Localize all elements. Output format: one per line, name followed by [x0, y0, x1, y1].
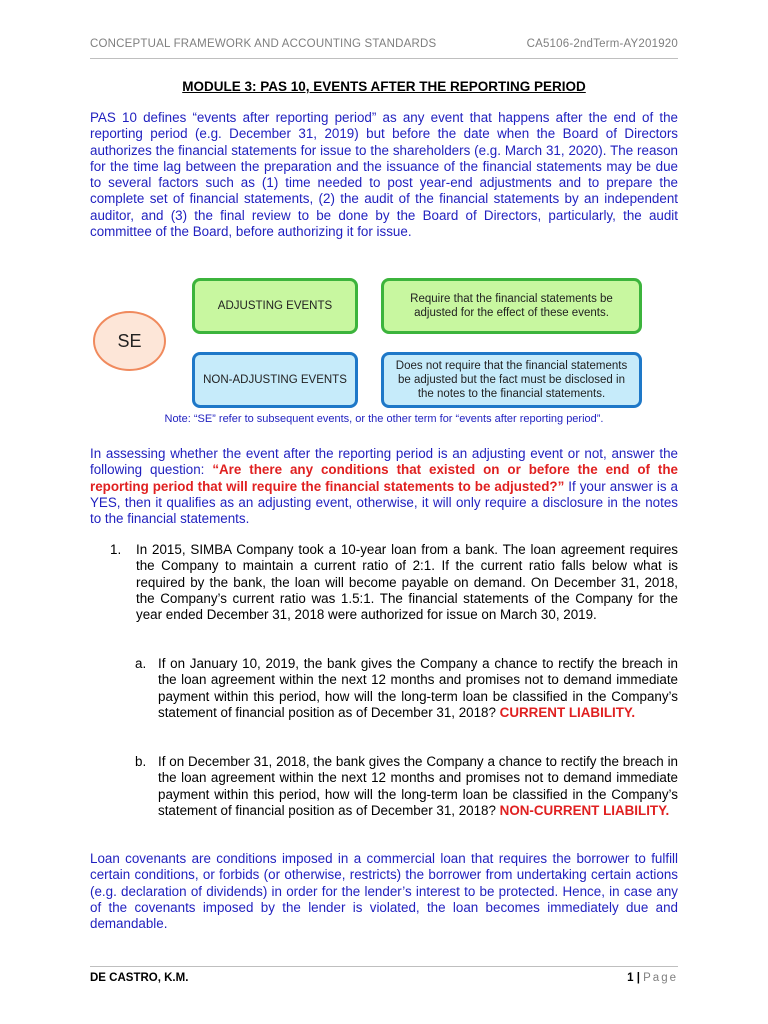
- page-number: 1: [627, 972, 634, 984]
- events-diagram: [90, 276, 680, 416]
- header-course-code: CA5106-2ndTerm-AY201920: [526, 38, 678, 50]
- list-item-text: In 2015, SIMBA Company took a 10-year loan from a bank. The loan agreement requires the Company to maintain a current ratio of 2:1. If the current ratio falls below what is required by the bank, the loan will become payable on demand. On December 31, 2018, the Company’s current ratio was 1.5:1. The financial statements of the Company for the year ended December 31, 2018 were authorized for issue on March 30, 2019.: [136, 542, 678, 623]
- adjusting-events-description: Require that the financial statements be adjusted for the effect of these events.: [381, 278, 642, 334]
- sub-item-question: If on January 10, 2019, the bank gives the Company a chance to rectify the breach in the loan agreement within the next 12 months and promises not to demand immediate payment within this period, how will the long-term loan be classified in the Company’s statement of financial position as of December 31, 2018?: [158, 656, 678, 720]
- footer-author: DE CASTRO, K.M.: [90, 972, 189, 984]
- page-footer: [90, 972, 678, 984]
- page-header: [90, 38, 678, 50]
- page-label: Page: [643, 972, 678, 984]
- assessment-paragraph: [90, 446, 678, 527]
- assessment-conclusion: If your answer is a YES, then it qualifies as an adjusting event, otherwise, it will only require a disclosure in the notes to the financial statements.: [90, 478, 678, 527]
- header-course-title: CONCEPTUAL FRAMEWORK AND ACCOUNTING STANDARDS: [90, 38, 437, 50]
- page-separator: |: [633, 972, 644, 984]
- assessment-intro: In assessing whether the event after the reporting period is an adjusting event or not, answer the following question:: [90, 446, 678, 478]
- sub-item-text: [158, 656, 678, 721]
- sub-item-a: [135, 656, 678, 721]
- sub-item-letter: a.: [135, 656, 147, 671]
- footer-divider: [90, 966, 678, 967]
- sub-item-b: [135, 754, 678, 819]
- list-item-number: 1.: [110, 542, 122, 557]
- sub-item-answer: NON-CURRENT LIABILITY.: [499, 802, 670, 818]
- se-circle: SE: [93, 311, 166, 371]
- sub-item-answer: CURRENT LIABILITY.: [499, 704, 636, 720]
- module-title: MODULE 3: PAS 10, EVENTS AFTER THE REPORTING PERIOD: [182, 79, 586, 94]
- list-item-1: [110, 542, 678, 623]
- assessment-question: “Are there any conditions that existed on or before the end of the reporting period that will require the financial statements to be adjusted?”: [90, 462, 678, 494]
- covenants-paragraph: Loan covenants are conditions imposed in a commercial loan that requires the borrower to fulfill certain conditions, or forbids (or otherwise, restricts) the borrower from undertaking certain actions (e.g. declaration of dividends) in order for the lender’s interest to be protected. Hence, in case any of the covenants imposed by the lender is violated, the loan becomes immediately due and demandable.: [90, 851, 678, 932]
- sub-item-question: If on December 31, 2018, the bank gives the Company a chance to rectify the breach in the loan agreement within the next 12 months and promises not to demand immediate payment within this period, how will the long-term loan be classified in the Company’s statement of financial position as of December 31, 2018?: [158, 754, 678, 818]
- adjusting-events-box: ADJUSTING EVENTS: [192, 278, 358, 334]
- sub-item-text: [158, 754, 678, 819]
- footer-page: [627, 972, 678, 984]
- intro-paragraph: PAS 10 defines “events after reporting period” as any event that happens after the end of the reporting period (e.g. December 31, 2019) but before the date when the Board of Directors authorizes the financial statements for issue to the shareholders (e.g. March 31, 2020). The reason for the time lag between the preparation and the issuance of the financial statements may be due to several factors such as (1) time needed to post year-end adjustments and to prepare the complete set of financial statements, (2) the audit of the financial statements by an independent auditor, and (3) the final review to be done by the Board of Directors, particularly, the audit committee of the Board, before authorizing it for issue.: [90, 110, 678, 240]
- sub-item-letter: b.: [135, 754, 147, 769]
- header-divider: [90, 58, 678, 59]
- diagram-note: Note: “SE” refer to subsequent events, or the other term for “events after reporting period”.: [164, 413, 604, 425]
- non-adjusting-events-box: NON-ADJUSTING EVENTS: [192, 352, 358, 408]
- non-adjusting-events-description: Does not require that the financial statements be adjusted but the fact must be disclosed in the notes to the financial statements.: [381, 352, 642, 408]
